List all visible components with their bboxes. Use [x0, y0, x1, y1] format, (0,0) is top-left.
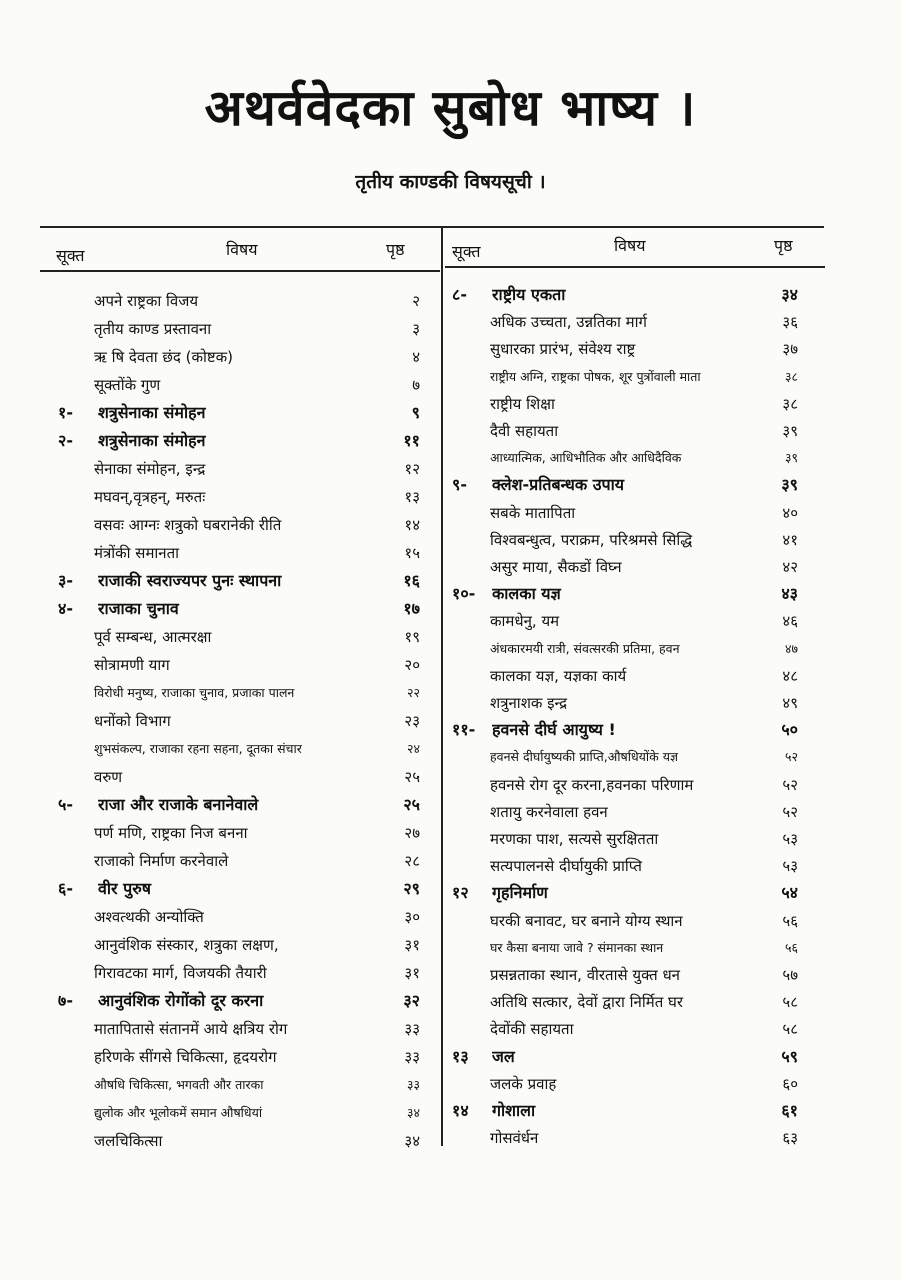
left-header-prishth: पृष्ठ — [386, 240, 405, 259]
topic-text: कामधेनु, यम — [490, 612, 560, 631]
sukta-number: ७- — [58, 991, 73, 1010]
page-number: ३१ — [404, 936, 420, 954]
page-number: ४१ — [782, 530, 798, 549]
topic-text: गोसवंर्धन — [490, 1129, 539, 1148]
toc-row — [452, 364, 798, 390]
topic-text: राष्ट्रीय शिक्षा — [490, 394, 555, 413]
topic-text: शत्रुसेनाका संमोहन — [98, 403, 206, 422]
page-number: ४८ — [782, 666, 798, 685]
toc-row — [452, 608, 798, 634]
toc-row — [452, 418, 798, 444]
toc-row — [452, 799, 798, 825]
toc-row — [452, 282, 798, 308]
toc-row — [452, 1098, 798, 1124]
topic-text: कालका यज्ञ, यज्ञका कार्य — [490, 666, 627, 685]
topic-text: अपने राष्ट्रका विजय — [94, 292, 199, 310]
page-number: ७ — [412, 376, 420, 394]
toc-row — [452, 1071, 798, 1097]
page-number: १७ — [403, 599, 420, 618]
topic-text: सेनाका संमोहन, इन्द्र — [94, 460, 206, 478]
page-number: ३० — [404, 908, 420, 926]
topic-text: वसवः आग्नः शत्रुको घबरानेकी रीति — [94, 516, 282, 534]
sukta-number: २- — [58, 431, 73, 450]
toc-row — [58, 316, 420, 342]
topic-text: मातापितासे संतानमें आये क्षत्रिय रोग — [94, 1020, 288, 1038]
page-number: ५८ — [782, 993, 798, 1012]
topic-text: राष्ट्रीय एकता — [492, 285, 566, 304]
page-number: ४ — [412, 348, 420, 366]
page-number: ३४ — [404, 1132, 420, 1150]
page-number: ३ — [412, 320, 420, 338]
topic-text: कालका यज्ञ — [492, 584, 561, 604]
topic-text: अधिक उच्चता, उन्नतिका मार्ग — [490, 313, 647, 332]
toc-row — [58, 484, 420, 510]
toc-row — [58, 1072, 420, 1098]
topic-text: घरकी बनावट, घर बनाने योग्य स्थान — [490, 911, 683, 930]
sukta-number: ११- — [452, 720, 476, 740]
topic-text: तृतीय काण्ड प्रस्तावना — [94, 320, 212, 338]
topic-text: शत्रुसेनाका संमोहन — [98, 431, 206, 450]
topic-text: हरिणके सींगसे चिकित्सा, हृदयरोग — [94, 1048, 277, 1066]
topic-text: आनुवंशिक संस्कार, शत्रुका लक्षण, — [94, 936, 279, 954]
page-number: ५२ — [784, 749, 798, 765]
toc-row — [58, 820, 420, 846]
header-bottom-rule-left — [40, 270, 440, 272]
toc-row — [58, 736, 420, 762]
page-number: ५९ — [781, 1046, 798, 1066]
page-number: १६ — [403, 571, 420, 590]
toc-row — [452, 527, 798, 553]
sukta-number: ३- — [58, 571, 73, 590]
topic-text: अंधकारमयी रात्री, संवत्सरकी प्रतिमा, हवन — [490, 640, 680, 656]
toc-row — [58, 540, 420, 566]
right-header-vishay: विषय — [614, 236, 646, 255]
toc-row — [452, 989, 798, 1015]
topic-text: पर्ण मणि, राष्ट्रका निज बनना — [94, 824, 248, 842]
page-number: ४२ — [782, 558, 798, 576]
page-number: ६३ — [782, 1129, 798, 1148]
toc-row — [58, 764, 420, 790]
toc-row — [58, 568, 420, 594]
topic-text: धनोंको विभाग — [94, 712, 171, 730]
toc-row — [452, 717, 798, 743]
column-divider — [441, 228, 443, 1146]
topic-text: आध्यात्मिक, आधिभौतिक और आधिदैविक — [490, 450, 682, 466]
right-header-sukta: सूक्त — [452, 242, 481, 261]
page-number: ३६ — [782, 313, 798, 332]
sukta-number: १- — [58, 403, 73, 422]
page-number: ४० — [782, 503, 798, 522]
topic-text: हवनसे रोग दूर करना,हवनका परिणाम — [490, 775, 694, 794]
topic-text: गृहनिर्माण — [492, 883, 548, 903]
page-number: ५२ — [782, 802, 798, 821]
page-number: ३४ — [781, 285, 798, 304]
sukta-number: ९- — [452, 475, 467, 495]
page-number: २३ — [404, 712, 420, 730]
topic-text: हवनसे दीर्घ आयुष्य ! — [492, 720, 616, 740]
toc-row — [452, 472, 798, 498]
page-number: ३३ — [406, 1077, 420, 1092]
page-number: ५६ — [784, 939, 798, 955]
page-number: ५८ — [782, 1020, 798, 1039]
page-number: ३९ — [782, 422, 798, 440]
topic-text: गिरावटका मार्ग, विजयकी तैयारी — [94, 964, 267, 982]
toc-row — [58, 960, 420, 986]
toc-row — [58, 1128, 420, 1154]
topic-text: गोशाला — [492, 1101, 536, 1120]
toc-row — [452, 962, 798, 988]
topic-text: सूक्तोंके गुण — [94, 376, 161, 394]
page-number: ५२ — [782, 775, 798, 794]
toc-row — [452, 445, 798, 471]
toc-row — [452, 772, 798, 798]
page-number: २७ — [404, 824, 420, 842]
topic-text: प्रसन्नताका स्थान, वीरतासे युक्त धन — [490, 966, 681, 984]
topic-text: वीर पुरुष — [98, 879, 152, 898]
left-header-vishay: विषय — [226, 240, 258, 259]
topic-text: विश्वबन्धुत्व, पराक्रम, परिश्रमसे सिद्धि — [490, 530, 693, 549]
toc-row — [58, 288, 420, 314]
toc-row — [452, 690, 798, 716]
topic-text: आनुवंशिक रोगोंको दूर करना — [98, 991, 264, 1010]
toc-row — [58, 792, 420, 818]
page-number: ५० — [781, 720, 798, 740]
page-number: ५३ — [782, 857, 798, 876]
table-top-rule — [40, 226, 824, 228]
topic-text: मघवन्,वृत्रहन्, मरुतः — [94, 488, 206, 506]
page-number: १२ — [404, 460, 420, 478]
toc-row — [58, 1100, 420, 1126]
page-number: ५६ — [782, 911, 798, 930]
page-number: ३२ — [403, 991, 420, 1010]
page-number: ३९ — [784, 450, 798, 466]
sukta-number: ६- — [58, 879, 73, 898]
topic-text: विरोधी मनुष्य, राजाका चुनाव, प्रजाका पालन — [94, 685, 295, 700]
toc-row — [58, 680, 420, 706]
toc-row — [452, 309, 798, 335]
page-number: २ — [412, 292, 420, 310]
topic-text: पूर्व सम्बन्ध, आत्मरक्षा — [94, 628, 212, 646]
page-number: १५ — [404, 544, 420, 562]
left-header-sukta: सूक्त — [56, 246, 85, 265]
toc-row — [58, 904, 420, 930]
page-number: ५३ — [782, 830, 798, 848]
page-number: ६१ — [781, 1101, 798, 1120]
page-number: २५ — [404, 768, 420, 786]
topic-text: शतायु करनेवाला हवन — [490, 802, 608, 821]
toc-row — [58, 428, 420, 454]
page-title: अथर्ववेदका सुबोध भाष्य । — [204, 79, 697, 137]
page-number: ३७ — [782, 340, 798, 359]
page-number: ४३ — [781, 584, 798, 604]
page-number: १३ — [404, 488, 420, 506]
page-number: ३१ — [404, 964, 420, 982]
topic-text: द्युलोक और भूलोकमें समान औषधियां — [94, 1105, 263, 1120]
sukta-number: १२ — [452, 883, 469, 903]
page-number: ३८ — [784, 368, 798, 384]
topic-text: औषधि चिकित्सा, भगवती और तारका — [94, 1077, 264, 1092]
topic-text: असुर माया, सैकडों विघ्न — [490, 558, 622, 576]
page-number: २८ — [404, 852, 420, 870]
toc-row — [452, 554, 798, 580]
toc-row — [58, 512, 420, 538]
topic-text: मंत्रोंकी समानता — [94, 544, 180, 562]
topic-text: अतिथि सत्कार, देवों द्वारा निर्मित घर — [490, 993, 684, 1012]
page-number: १४ — [404, 516, 420, 534]
toc-row — [452, 935, 798, 961]
topic-text: सबके मातापिता — [490, 503, 576, 522]
topic-text: क्लेश-प्रतिबन्धक उपाय — [492, 475, 625, 495]
topic-text: दैवी सहायता — [490, 422, 559, 440]
topic-text: शत्रुनाशक इन्द्र — [490, 694, 568, 712]
toc-row — [452, 581, 798, 607]
sukta-number: ८- — [452, 285, 467, 304]
topic-text: घर कैसा बनाया जावे ? संमानका स्थान — [490, 939, 664, 955]
toc-row — [58, 624, 420, 650]
toc-row — [58, 596, 420, 622]
page-subtitle: तृतीय काण्डकी विषयसूची । — [355, 171, 546, 193]
page-number: २४ — [406, 741, 420, 756]
sukta-number: १३ — [452, 1046, 469, 1066]
toc-row — [452, 853, 798, 879]
toc-row — [58, 400, 420, 426]
page-number: ३३ — [404, 1020, 420, 1038]
toc-row — [452, 1016, 798, 1042]
page-number: २२ — [406, 685, 420, 700]
toc-row — [58, 848, 420, 874]
toc-row — [452, 744, 798, 770]
topic-text: हवनसे दीर्घायुष्यकी प्राप्ति,औषधियोंके यज्ञ — [490, 749, 678, 765]
topic-text: राष्ट्रीय अग्नि, राष्ट्रका पोषक, शूर पुत्रोंवाली माता — [490, 368, 701, 384]
toc-row — [58, 652, 420, 678]
topic-text: जलचिकित्सा — [94, 1132, 163, 1150]
toc-row — [58, 1044, 420, 1070]
topic-text: ऋ षि देवता छंद (कोष्टक) — [94, 348, 234, 366]
page-number: ९ — [411, 403, 420, 422]
page-number: ४९ — [782, 694, 798, 712]
page-number: ४७ — [784, 640, 798, 656]
sukta-number: ५- — [58, 795, 73, 814]
page-number: ३३ — [404, 1048, 420, 1066]
page-number: ३९ — [781, 475, 798, 495]
page-number: २० — [404, 656, 420, 674]
topic-text: सुधारका प्रारंभ, संवेश्य राष्ट्र — [490, 340, 636, 359]
toc-row — [58, 876, 420, 902]
topic-text: राजा और राजाके बनानेवाले — [98, 795, 259, 814]
topic-text: राजाको निर्माण करनेवाले — [94, 852, 229, 870]
topic-text: देवोंकी सहायता — [490, 1020, 574, 1039]
toc-row — [58, 344, 420, 370]
page-number: २९ — [403, 879, 420, 898]
toc-row — [58, 456, 420, 482]
topic-text: वरुण — [94, 768, 123, 786]
page-number: ५७ — [782, 966, 798, 984]
toc-row — [452, 826, 798, 852]
toc-row — [452, 663, 798, 689]
toc-row — [452, 908, 798, 934]
page-number: १९ — [404, 628, 420, 646]
topic-text: मरणका पाश, सत्यसे सुरक्षितता — [490, 830, 659, 848]
topic-text: जल — [492, 1046, 515, 1066]
topic-text: सोत्रामणी याग — [94, 656, 170, 674]
page-number: ६० — [782, 1074, 798, 1093]
topic-text: अश्वत्थकी अन्योक्ति — [94, 908, 204, 926]
topic-text: राजाकी स्वराज्यपर पुनः स्थापना — [98, 571, 282, 590]
toc-row — [452, 336, 798, 362]
page-number: ३४ — [406, 1105, 420, 1120]
right-header-prishth: पृष्ठ — [774, 236, 793, 255]
toc-row — [452, 636, 798, 662]
sukta-number: १४ — [452, 1101, 469, 1120]
toc-row — [58, 708, 420, 734]
topic-text: सत्यपालनसे दीर्घायुकी प्राप्ति — [490, 857, 642, 876]
toc-row — [452, 1044, 798, 1070]
toc-row — [452, 391, 798, 417]
toc-row — [58, 1016, 420, 1042]
sukta-number: १०- — [452, 584, 476, 604]
topic-text: राजाका चुनाव — [98, 599, 179, 618]
toc-row — [58, 932, 420, 958]
page-number: ४६ — [782, 612, 798, 631]
topic-text: जलके प्रवाह — [490, 1074, 557, 1093]
sukta-number: ४- — [58, 599, 73, 618]
page-number: ११ — [403, 431, 420, 450]
header-bottom-rule-right — [445, 266, 825, 268]
toc-row — [58, 372, 420, 398]
page-number: ५४ — [781, 883, 798, 903]
toc-row — [452, 880, 798, 906]
toc-row — [452, 1125, 798, 1151]
page-number: ३८ — [782, 394, 798, 413]
toc-row — [58, 988, 420, 1014]
page-number: २५ — [403, 795, 420, 814]
topic-text: शुभसंकल्प, राजाका रहना सहना, दूतका संचार — [94, 741, 302, 756]
toc-row — [452, 500, 798, 526]
